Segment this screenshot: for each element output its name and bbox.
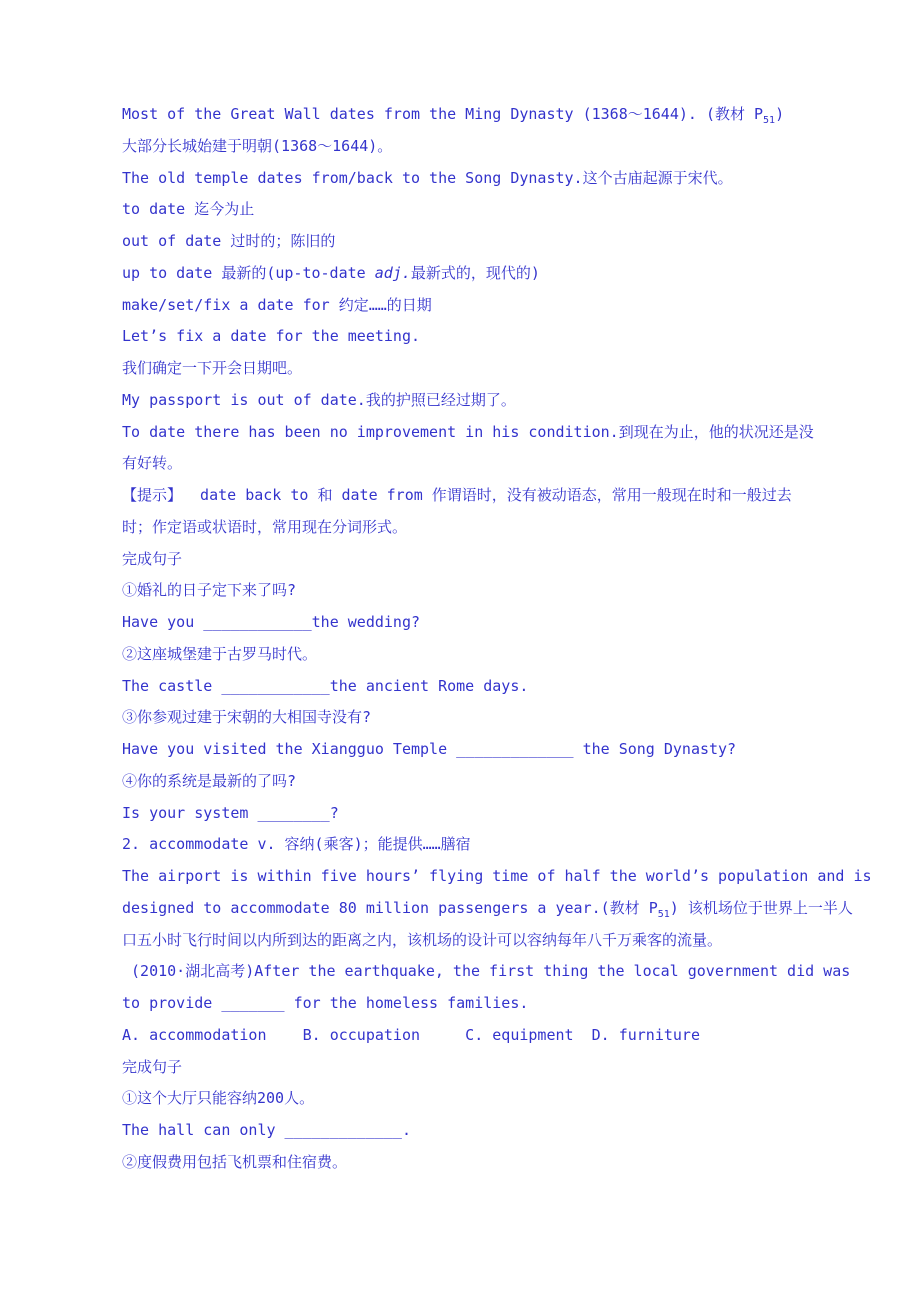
text-line	[122, 163, 882, 195]
text-segment: ②度假费用包括飞机票和住宿费。	[122, 1152, 348, 1171]
text-segment: Is your system ________?	[122, 803, 339, 822]
document-body	[122, 99, 882, 1179]
text-line	[122, 1147, 882, 1179]
text-segment: ①这个大厅只能容纳200人。	[122, 1089, 315, 1108]
text-line	[122, 988, 882, 1020]
text-segment: out of date 过时的；陈旧的	[122, 232, 336, 250]
text-segment: 最新式的，现代的)	[410, 263, 540, 282]
text-segment: 有好转。	[122, 454, 183, 473]
text-segment: ) 该机场位于世界上一半人	[669, 898, 853, 917]
text-line	[122, 766, 882, 798]
text-segment: 2. accommodate v. 容纳(乘客)；能提供……膳宿	[122, 835, 471, 854]
subscript-text: 51	[763, 115, 776, 126]
text-line	[122, 893, 882, 925]
text-line	[122, 798, 882, 830]
text-line	[122, 512, 882, 544]
text-segment: 口五小时飞行时间以内所到达的距离之内，该机场的设计可以容纳每年八千万乘客的流量。	[122, 930, 723, 949]
italic-text: adj.	[374, 263, 411, 282]
text-line	[122, 1052, 882, 1084]
text-segment: to date 迄今为止	[122, 200, 255, 219]
text-segment: To date there has been no improvement in his condition.到现在为止，他的状况还是没	[122, 422, 814, 441]
text-segment: 时；作定语或状语时，常用现在分词形式。	[122, 517, 408, 536]
text-segment: A. accommodation B. occupation C. equipment D. furniture	[122, 1025, 700, 1044]
text-segment: The hall can only _____________.	[122, 1121, 411, 1139]
text-line	[122, 671, 882, 703]
text-line	[122, 417, 882, 449]
text-line	[122, 544, 882, 576]
text-line	[122, 226, 882, 258]
text-segment: (2010·湖北高考)After the earthquake, the first thing the local government did was	[122, 962, 851, 981]
text-segment: The airport is within five hours’ flying time of half the world’s population and is	[122, 867, 872, 885]
text-segment: )	[775, 105, 785, 123]
text-segment: 【提示】 date back to 和 date from 作谓语时，没有被动语态，常用一般现在时和一般过去	[122, 486, 792, 504]
text-segment: 完成句子	[122, 1057, 183, 1076]
subscript-text: 51	[657, 908, 670, 920]
text-segment: ①婚礼的日子定下来了吗?	[122, 581, 297, 600]
text-segment: My passport is out of date.我的护照已经过期了。	[122, 390, 516, 409]
text-segment: 完成句子	[122, 549, 183, 568]
text-line	[122, 385, 882, 417]
text-line	[122, 480, 882, 512]
text-segment: ③你参观过建于宋朝的大相国寺没有?	[122, 708, 372, 727]
text-line	[122, 258, 882, 290]
text-line	[122, 1083, 882, 1115]
text-line	[122, 829, 882, 861]
text-segment: The old temple dates from/back to the Song Dynasty.这个古庙起源于宋代。	[122, 168, 733, 187]
text-segment: Most of the Great Wall dates from the Ming Dynasty (1368～1644). (教材 P	[122, 105, 764, 123]
text-segment: designed to accommodate 80 million passengers a year.(教材 P	[122, 898, 658, 917]
text-segment: ②这座城堡建于古罗马时代。	[122, 644, 318, 663]
text-line	[122, 861, 882, 893]
text-line	[122, 575, 882, 607]
text-segment: Have you visited the Xiangguo Temple _____________ the Song Dynasty?	[122, 740, 737, 758]
text-line	[122, 956, 882, 988]
text-line	[122, 702, 882, 734]
text-segment: 大部分长城始建于明朝(1368～1644)。	[122, 136, 393, 155]
text-line	[122, 448, 882, 480]
text-line	[122, 131, 882, 163]
text-line	[122, 99, 882, 131]
text-segment: make/set/fix a date for 约定……的日期	[122, 295, 432, 314]
text-segment: to provide _______ for the homeless families.	[122, 994, 529, 1012]
text-line	[122, 290, 882, 322]
text-line	[122, 194, 882, 226]
text-segment: up to date 最新的(up-to-date	[122, 263, 375, 282]
text-line	[122, 734, 882, 766]
text-segment: The castle ____________the ancient Rome days.	[122, 676, 529, 695]
text-line	[122, 321, 882, 353]
text-line	[122, 607, 882, 639]
text-segment: ④你的系统是最新的了吗?	[122, 771, 297, 790]
text-line	[122, 1020, 882, 1052]
text-line	[122, 639, 882, 671]
text-line	[122, 353, 882, 385]
text-line	[122, 1115, 882, 1147]
text-line	[122, 925, 882, 957]
text-segment: 我们确定一下开会日期吧。	[122, 359, 303, 377]
text-segment: Let’s fix a date for the meeting.	[122, 327, 421, 346]
text-segment: Have you ____________the wedding?	[122, 613, 421, 631]
